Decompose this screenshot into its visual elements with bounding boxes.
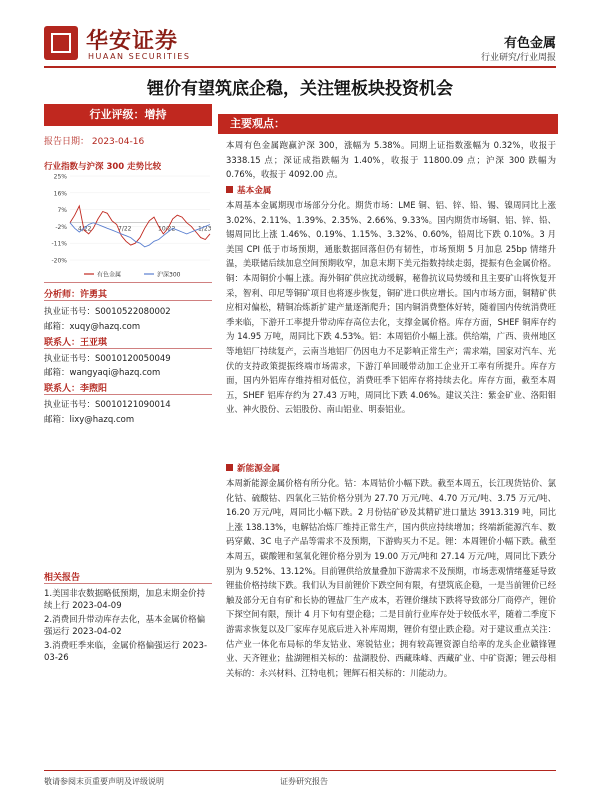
x-tick-label: 4/22 [78, 225, 92, 233]
y-tick-label: 25% [53, 173, 67, 181]
header-divider [44, 66, 556, 68]
basic-metals-paragraph: 本周基本金属期现市场部分分化。期货市场：LME 铜、铝、锌、铅、锡、镍周同比上涨 3.02%、2.11%、1.39%、2.35%、2.66%、9.33%。国内期货市场铜、铝、锌、铅、锡周同比上涨 1.46%、0.19%、1.15%、3.32%、0.60%，铅周比下跌 0.10%。3 月美国 CPI 低于市场预期，通胀数据回落但仍有韧性，市场预期 5 月加息 25bp 情绪升温，美联储后续加息空间预期收窄，加息末期下美元指数持续走弱，提振有色金属价格。铜：本周铜价小幅上涨。海外铜矿供应扰动缓解，秘鲁抗议局势缓和且主要矿山将恢复开采，智利、印尼等铜矿项目也将逐步恢复，铜矿进口供应增长。国内市场方面，铜精矿供应相对偏松，精铜冶炼新扩建产量逐渐爬升；国内铜消费整体好转，随着国内传统消费旺季来临，下游开工率提升带动库存高位去化，支撑金属价格。库存方面，SHEF 铜库存约为 14.95 万吨，周同比下跌 4.53%。铝：本周铝价小幅上涨。供给端，广西、贵州地区等地铝厂持续复产，云南当地铝厂仍因电力不足影响正常生产；需求端，国家对汽车、光伏的支持政策提振终端市场需求，下游汀单回暖带动加工企业开工率有所提升。库存方面，国内外铝库存维持相对低位，消费旺季下铝库存将持续去化。库存方面，截至本周五，SHEF 铝库存约为 27.43 万吨，周同比下跌 4.06%。建议关注：紫金矿业、洛阳钼业、神火股份、云铝股份、南山铝业、明泰铝业。 [226, 200, 556, 415]
divider [44, 300, 212, 301]
section-basic-metals [226, 184, 271, 196]
logo-text: 华安证券 [86, 28, 179, 54]
related-report-link[interactable]: 3.消费旺季来临，金属价格偏强运行 2023-03-26 [44, 641, 208, 663]
divider [44, 348, 212, 349]
square-bullet-icon [226, 186, 233, 193]
section-label: 新能源金属 [237, 464, 280, 474]
industry-label: 有色金属 [503, 36, 556, 51]
intro-paragraph: 本周有色金属跑赢沪深 300，涨幅为 5.38%。同期上证指数涨幅为 0.32%，收报于 3338.15 点；深证成指跌幅为 1.40%，收报于 11800.09 点；沪深 300 跌幅为 0.76%，收报于 4092.00 点。 [226, 140, 556, 180]
contact-email: 邮箱：lixy@hazq.com [44, 415, 135, 425]
section-new-energy-metals [226, 462, 280, 474]
rating-badge: 行业评级：增持 [44, 104, 212, 126]
y-tick-label: 7% [57, 207, 67, 215]
main-points-header: 主要观点： [218, 114, 558, 134]
square-bullet-icon [226, 464, 233, 471]
contact-cert: 执业证书号：S0010121090014 [44, 400, 171, 410]
logo-english: HUAAN SECURITIES [88, 52, 191, 61]
new-energy-paragraph: 本周新能源金属价格有所分化。钴：本周钴价小幅下跌。截至本周五，长江现货钴价、氯化钴、硫酸钴、四氧化三钴价格分别为 27.70 万元/吨、4.70 万元/吨、3.75 万元/吨、16.20 万元/吨，周同比小幅下跌。2 月份钴矿砂及其精矿进口量达 3913.319 吨，同比上涨 138.13%，电解钴冶炼厂维持正常生产，国内供应持续增加；终端新能源汽车、数码穿戴、3C 电子产品等需求不及预期，下游购买力不足。锂：本周锂价小幅下跌。截至本周五，碳酸锂和氢氧化锂价格分别为 19.00 万元/吨和 27.14 万元/吨，周同比下跌分别为 9.52%、13.12%。目前锂供给放量叠加下游需求不及预期，市场悲观情绪蔓延导致锂盐价格持续下跌。我们认为目前锂价下跌空间有限，有望筑底企稳，一是当前锂价已经触及部分无自有矿和长协的锂盐厂生产成本，若锂价继续下跌将导致部分厂商停产，锂价下探空间有限，预计 4 月下旬有望企稳；二是目前行业库存处于较低水平，随着二季度下游需求恢复以及厂家库存见底后进入补库周期，锂价有望止跌企稳。对于建议重点关注：估产业一体化布局标的华友钴业、寒锐钴业；拥有较高锂资源自给率的龙头企业赣锋锂业、天齐锂业；盐湖锂相关标的：盐湖股份、西藏珠峰、西藏矿业、中矿资源；锂云母相关标的：永兴材料、江特电机；锂辉石相关标的：川能动力。 [226, 478, 556, 678]
analyst-cert: 执业证书号：S0010522080002 [44, 307, 171, 317]
report-type: 行业研究/行业周报 [480, 53, 556, 63]
x-tick-label: 7/22 [118, 225, 132, 233]
report-date: 报告日期： 2023-04-16 [44, 137, 145, 147]
legend-label: 有色金属 [97, 271, 122, 279]
report-title: 锂价有望筑底企稳，关注锂板块投资机会 [147, 79, 453, 99]
divider [44, 394, 212, 395]
footer-report-label: 证券研究报告 [280, 777, 328, 786]
footer-divider [44, 770, 556, 771]
related-report-link[interactable]: 1.美国非农数据略低预期，加息末期金价持续上行 2023-04-09 [44, 589, 206, 611]
logo-seal-icon [44, 26, 78, 60]
analyst-email: 邮箱：xuqy@hazq.com [44, 322, 141, 332]
related-reports-title: 相关报告 [44, 573, 81, 583]
contact-name: 联系人：王亚琪 [44, 338, 108, 348]
divider [44, 583, 212, 584]
analyst-name: 分析师：许勇其 [44, 290, 108, 300]
contact-name: 联系人：李煦阳 [44, 384, 108, 394]
y-tick-label: 16% [53, 190, 67, 198]
divider [44, 282, 212, 283]
related-report-link[interactable]: 2.消费回升带动库存去化，基本金属价格偏强运行 2023-04-02 [44, 615, 206, 637]
y-tick-label: -20% [51, 257, 67, 265]
index-comparison-chart [44, 172, 214, 282]
chart-title: 行业指数与沪深 300 走势比较 [44, 162, 162, 172]
y-tick-label: -2% [55, 223, 67, 231]
contact-cert: 执业证书号：S0010120050049 [44, 354, 171, 364]
legend-label: 沪深300 [157, 271, 181, 279]
y-tick-label: -11% [51, 240, 67, 248]
x-tick-label: 1/23 [198, 225, 212, 233]
x-tick-label: 10/22 [158, 225, 176, 233]
contact-email: 邮箱：wangyaqi@hazq.com [44, 368, 161, 378]
footer-disclaimer: 敬请参阅末页重要声明及评级说明 [44, 777, 164, 786]
section-label: 基本金属 [237, 186, 272, 196]
